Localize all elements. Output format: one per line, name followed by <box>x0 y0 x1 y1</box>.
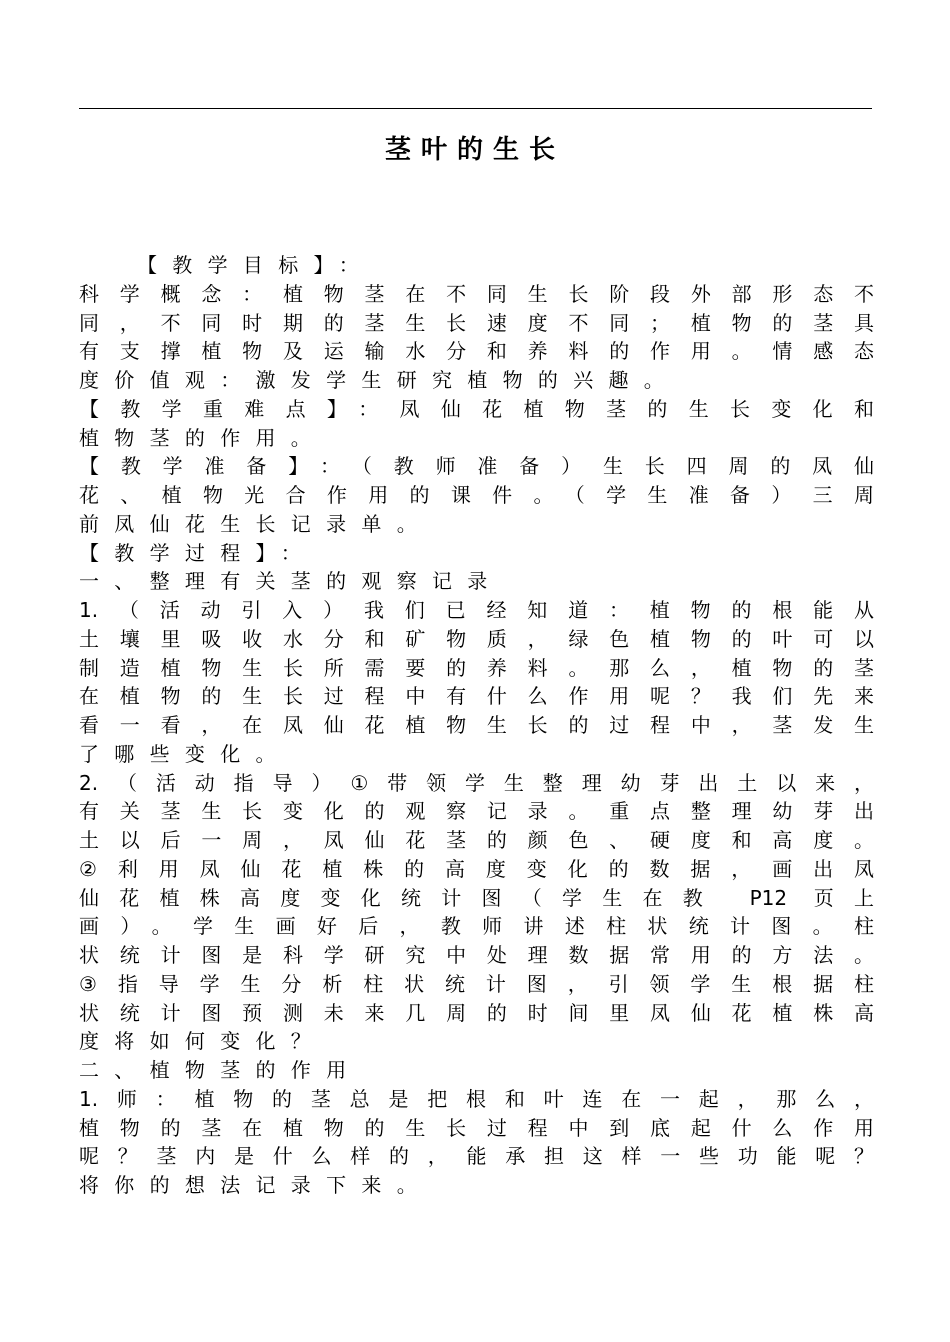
paragraph-line: 2.（活动指导）①带领学生整理幼芽出土以来， <box>79 770 874 795</box>
paragraph-line: 呢？茎内是什么样的，能承担这样一些功能呢？ <box>79 1144 874 1169</box>
header-rule <box>79 108 872 109</box>
paragraph-line: 有关茎生长变化的观察记录。重点整理幼芽出 <box>79 799 874 824</box>
paragraph-line: 同，不同时期的茎生长速度不同；植物的茎具 <box>79 310 874 335</box>
paragraph-line: ③指导学生分析柱状统计图，引领学生根据柱 <box>79 971 874 996</box>
paragraph-line: 1.（活动引入）我们已经知道：植物的根能从 <box>79 598 874 622</box>
paragraph-line: ②利用凤仙花植株的高度变化的数据，画出凤 <box>79 856 874 881</box>
paragraph-line: 花、植物光合作用的课件。（学生准备）三周 <box>79 483 874 507</box>
paragraph-line: 植物的茎在植物的生长过程中到底起什么作用 <box>79 1115 874 1140</box>
paragraph-line: 1.师：植物的茎总是把根和叶连在一起，那么， <box>79 1086 874 1111</box>
document-title: 茎叶的生长 <box>384 135 565 165</box>
paragraph-line: 将你的想法记录下来。 <box>79 1173 432 1197</box>
document-body <box>79 251 874 1200</box>
paragraph-line: 土壤里吸收水分和矿物质，绿色植物的叶可以 <box>79 626 874 651</box>
section-heading-objectives: 【教学目标】： <box>137 253 375 277</box>
subsection-heading-2: 二、植物茎的作用 <box>79 1058 362 1082</box>
section-heading-key-points: 【教学重难点】：凤仙花植物茎的生长变化和 <box>79 396 874 421</box>
paragraph-line: 度将如何变化？ <box>79 1029 327 1054</box>
paragraph-line: 度价值观：激发学生研究植物的兴趣。 <box>79 368 680 392</box>
paragraph-line: 前凤仙花生长记录单。 <box>79 511 432 536</box>
paragraph-line: 状统计图是科学研究中处理数据常用的方法。 <box>79 943 874 967</box>
paragraph-line: 科学概念：植物茎在不同生长阶段外部形态不 <box>79 281 874 306</box>
paragraph-line: 土以后一周，凤仙花茎的颜色、硬度和高度。 <box>79 828 874 852</box>
paragraph-line: 看一看，在凤仙花植物生长的过程中，茎发生 <box>79 713 874 737</box>
paragraph-line: 状统计图预测未来几周的时间里凤仙花植株高 <box>79 1000 874 1025</box>
paragraph-line: 仙花植株高度变化统计图（学生在教 P12 页上 <box>79 885 874 910</box>
section-heading-preparation: 【教学准备】：（教师准备）生长四周的凤仙 <box>79 454 874 479</box>
subsection-heading-1: 一、整理有关茎的观察记录 <box>79 569 503 594</box>
paragraph-line: 画）。学生画好后，教师讲述柱状统计图。柱 <box>79 914 874 939</box>
paragraph-line: 在植物的生长过程中有什么作用呢？我们先来 <box>79 684 874 709</box>
section-heading-process: 【教学过程】： <box>79 540 317 565</box>
paragraph-line: 有支撑植物及运输水分和养料的作用。情感态 <box>79 339 874 364</box>
paragraph-line: 植物茎的作用。 <box>79 425 327 450</box>
paragraph-line: 制造植物生长所需要的养料。那么，植物的茎 <box>79 655 874 680</box>
paragraph-line: 了哪些变化。 <box>79 741 291 766</box>
